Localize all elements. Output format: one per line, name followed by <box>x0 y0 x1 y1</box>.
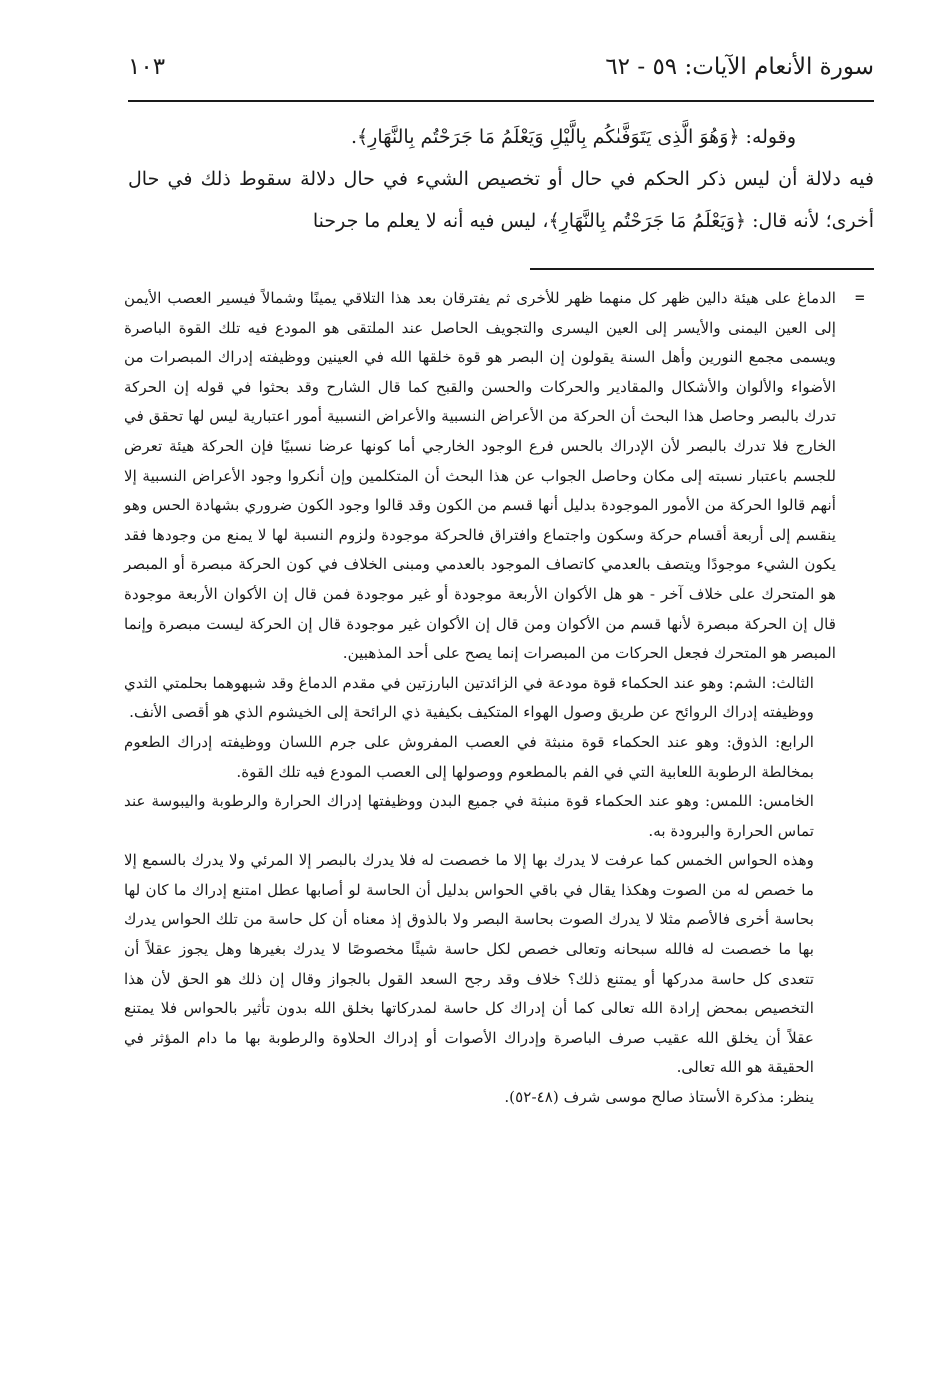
main-paragraph-2 <box>128 158 874 242</box>
main-paragraph-1 <box>128 116 874 158</box>
main-lead-end: . <box>351 126 358 148</box>
page-number: ١٠٣ <box>128 54 166 80</box>
footnote-paragraph: وهذه الحواس الخمس كما عرفت لا يدرك بها إلا ما خصصت له فلا يدرك بالبصر إلا المرئي ولا يدرك بالسمع إلا ما خصص له من الصوت وهكذا يقال في باقي الحواس بدليل أن الحاسة لو أصابها عطل امتنع إدراك ما كان لها بحاسة أخرى فالأصم مثلا لا يدرك الصوت بحاسة البصر ولا بالذوق إذ معناه أن كل حاسة من تلك الحواس يدرك بها ما خصصت له فالله سبحانه وتعالى خصص لكل حاسة شيئًا مخصوصًا لا يدرك بغيرها وهل يجوز عقلاً أن تتعدى كل حاسة مدركها أو يمتنع ذلك؟ خلاف وقد رجح السعد القول بالجواز وقال إن ذلك هو الحق لأن هذا التخصيص بمحض إرادة الله تعالى كما أن إدراك كل حاسة لمدركاتها بخلق الله بدون تأثير بالحواس فلا يمتنع عقلاً أن يخلق الله عقيب صرف الباصرة وإدراك الأصوات أو إدراك الحلاوة والرطوبة بها ما دام المؤثر في الحقيقة هو الله تعالى. <box>124 851 814 1077</box>
main-text-b: ، ليس فيه أنه لا يعلم ما جرحنا <box>312 210 549 232</box>
main-text-a: فيه دلالة أن ليس ذكر الحكم في حال أو تخصيص الشيء في حال دلالة سقوط ذلك في حال أخرى؛ لأنه قال: <box>128 168 874 232</box>
footnote-continuation-marker: = <box>855 288 865 307</box>
footnote-paragraph: الخامس: اللمس: وهو عند الحكماء قوة منبثة في جميع البدن ووظيفتها إدراك الحرارة والرطوبة واليبوسة عند تماس الحرارة والبرودة به. <box>124 792 814 840</box>
footnote-paragraph: الثالث: الشم: وهو عند الحكماء قوة مودعة في الزائدتين البارزتين في مقدم الدماغ وقد شبهوهما بحلمتي الثدي ووظيفته إدراك الروائح عن طريق وصول الهواء المتكيف بكيفية ذي الرائحة إلى الخيشوم الذي هو أقصى الأنف. <box>124 673 814 722</box>
footnote-reference: ينظر: مذكرة الأستاذ صالح موسى شرف (٤٨-٥٢). <box>504 1088 814 1107</box>
footnote-paragraph: الدماغ على هيئة دالين ظهر كل منهما ظهر للأخرى ثم يفترقان بعد هذا التلاقي يمينًا وشمالاً فيسير العصب الأيمن إلى العين اليمنى والأيسر إلى العين اليسرى والتجويف الحاصل عند الملتقى هو المودع فيه تلك القوة الباصرة ويسمى مجمع النورين وأهل السنة يقولون إن البصر هو قوة خلقها الله في العينين ووظيفته إدراك المبصرات من الأضواء والألوان والأشكال والمقادير والحركات والحسن والقبح كما قال الشارح وقد بحثوا في قوله إن الحركة تدرك بالبصر وحاصل هذا البحث أن الحركة من الأعراض النسبية والأعراض النسبية أمور اعتبارية ليس لها تحقق في الخارج فلا تدرك بالبصر لأن الإدراك بالحس فرع الوجود الخارجي أما كونها عرضا نسبيًا فإن الحركة هيئة تعرض للجسم باعتبار نسبته إلى مكان وحاصل الجواب عن هذا البحث أن المتكلمين وإن أنكروا وجود الأعراض النسبية إلا أنهم قالوا الحركة من الأمور الموجودة بدليل أنها قسم من الكون وقد قالوا وجود الكون ضروري بشهادة الحس وهو ينقسم إلى أربعة أقسام حركة وسكون واجتماع وافتراق فالحركة موجودة ولزوم النسبة لها لا يمنع من وجودها فقد يكون الشيء موجودًا ويتصف بالعدمي كاتصاف الموجود بالعدمي ومبنى الخلاف في كون الحركة مبصرة أو المبصر هو المتحرك على خلاف آخر - هو هل الأكوان الأربعة موجودة أو غير موجودة فمن قال إن الأكوان الأربعة موجودة قال إن الحركة مبصرة لأنها قسم من الأكوان ومن قال إن الأكوان غير موجودة قال إن الحركة ليست مبصرة وإنما المبصر هو المتحرك فجعل الحركات من المبصرات إنما يصح على أحد المذهبين. <box>124 289 836 663</box>
header-title: سورة الأنعام الآيات: ٥٩ - ٦٢ <box>605 54 874 80</box>
footnotes <box>124 284 836 1113</box>
quran-verse: ﴿وَهُوَ الَّذِى يَتَوَفَّىٰكُم بِالَّيْلِ وَيَعْلَمُ مَا جَرَحْتُم بِالنَّهَارِ﴾ <box>357 126 740 148</box>
main-lead: وقوله: <box>739 126 796 148</box>
main-text <box>128 116 874 242</box>
quran-verse-inline: ﴿وَيَعْلَمُ مَا جَرَحْتُم بِالنَّهَارِ﴾ <box>548 210 747 232</box>
header-rule <box>128 100 874 102</box>
footnote-paragraph: الرابع: الذوق: وهو عند الحكماء قوة منبثة في العصب المفروش على جرم اللسان ووظيفته إدراك الطعوم بمخالطة الرطوبة اللعابية التي في الفم بالمطعوم ووصولها إلى العصب المودع فيه تلك القوة. <box>124 732 814 781</box>
footnote-separator <box>530 268 874 270</box>
running-header <box>128 50 874 96</box>
